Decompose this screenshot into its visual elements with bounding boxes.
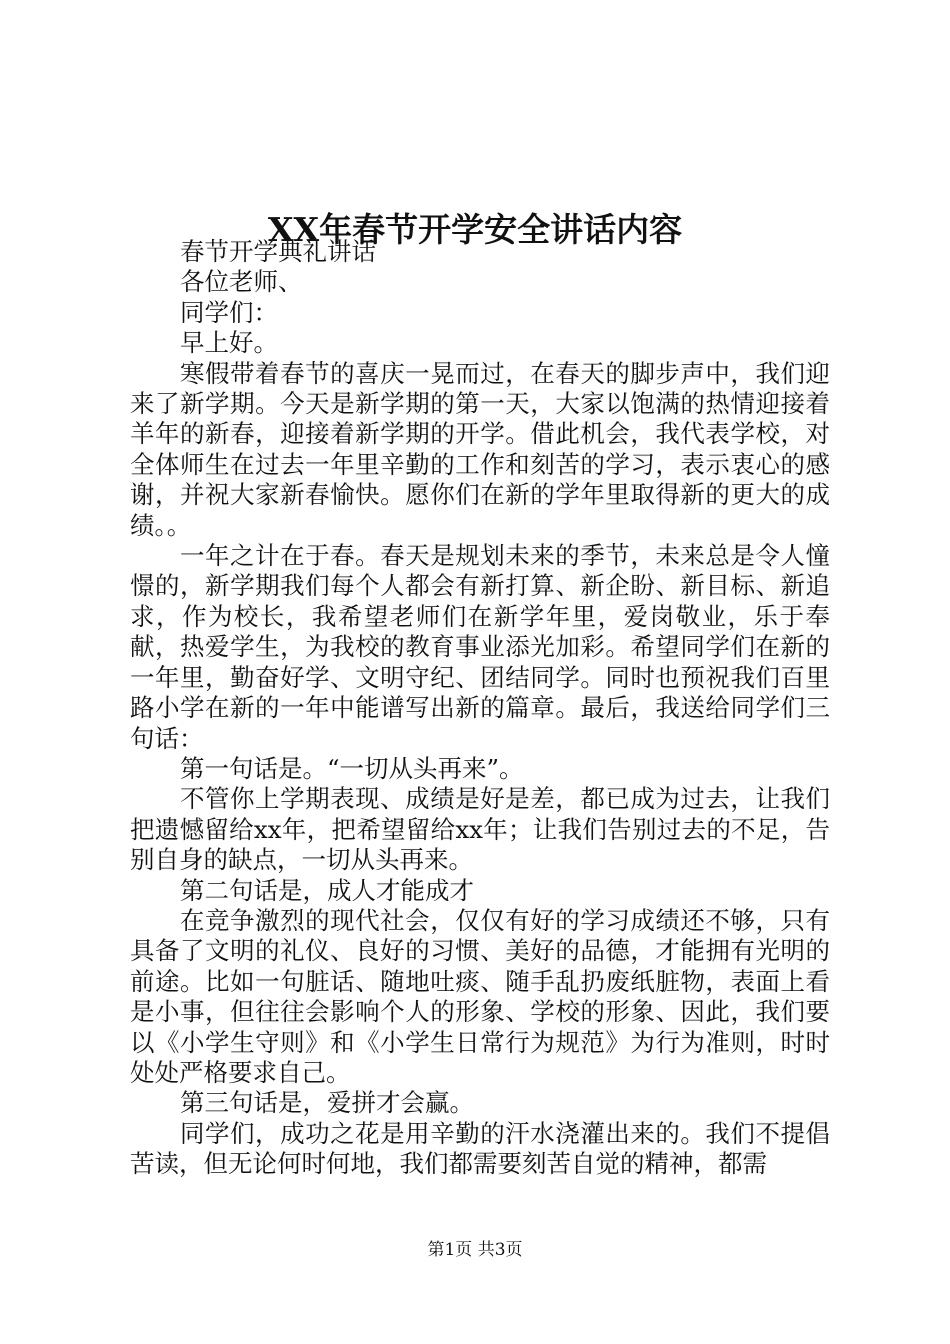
document-title: XX年春节开学安全讲话内容: [267, 210, 683, 250]
paragraph-point-heading: 第一句话是。“一切从头再来”。: [180, 753, 524, 783]
paragraph-point-heading: 第三句话是，爱拼才会赢。: [180, 1088, 474, 1118]
paragraph-body: 一年之计在于春。春天是规划未来的季节，未来总是令人憧憬的，新学期我们每个人都会有新打算、新企盼、新目标、新追求，作为校长，我希望老师们在新学年里，爱岗敬业，乐于奉献，热爱学生，为我校的教育事业添光加彩。希望同学们在新的一年里，勤奋好学、文明守纪、团结同学。同时也预祝我们百里路小学在新的一年中能谱写出新的篇章。最后，我送给同学们三句话：: [130, 541, 830, 753]
paragraph-point-heading: 第二句话是，成人才能成才: [180, 875, 474, 905]
paragraph-greeting: 早上好。: [180, 328, 278, 358]
paragraph-salutation-students: 同学们：: [180, 297, 278, 327]
paragraph-body: 寒假带着春节的喜庆一晃而过，在春天的脚步声中，我们迎来了新学期。今天是新学期的第一天，大家以饱满的热情迎接着羊年的新春，迎接着新学期的开学。借此机会，我代表学校，对全体师生在过去一年里辛勤的工作和刻苦的学习，表示衷心的感谢，并祝大家新春愉快。愿你们在新的学年里取得新的更大的成绩。。: [130, 358, 830, 540]
paragraph-body: 不管你上学期表现、成绩是好是差，都已成为过去，让我们把遗憾留给xx年，把希望留给xx年；让我们告别过去的不足，告别自身的缺点，一切从头再来。: [130, 784, 830, 875]
paragraph-salutation-teachers: 各位老师、: [180, 267, 303, 297]
document-body: [130, 237, 830, 1180]
paragraph-body: 同学们，成功之花是用辛勤的汗水浇灌出来的。我们不提倡苦读，但无论何时何地，我们都需要刻苦自觉的精神，都需: [130, 1118, 830, 1179]
page-footer: 第1页 共3页: [427, 1240, 523, 1260]
paragraph-subtitle: 春节开学典礼讲话: [180, 237, 376, 266]
paragraph-body: 在竞争激烈的现代社会，仅仅有好的学习成绩还不够，只有具备了文明的礼仪、良好的习惯、美好的品德，才能拥有光明的前途。比如一句脏话、随地吐痰、随手乱扔废纸脏物，表面上看是小事，但往往会影响个人的形象、学校的形象、因此，我们要以《小学生守则》和《小学生日常行为规范》为行为准则，时时处处严格要求自己。: [130, 905, 830, 1087]
